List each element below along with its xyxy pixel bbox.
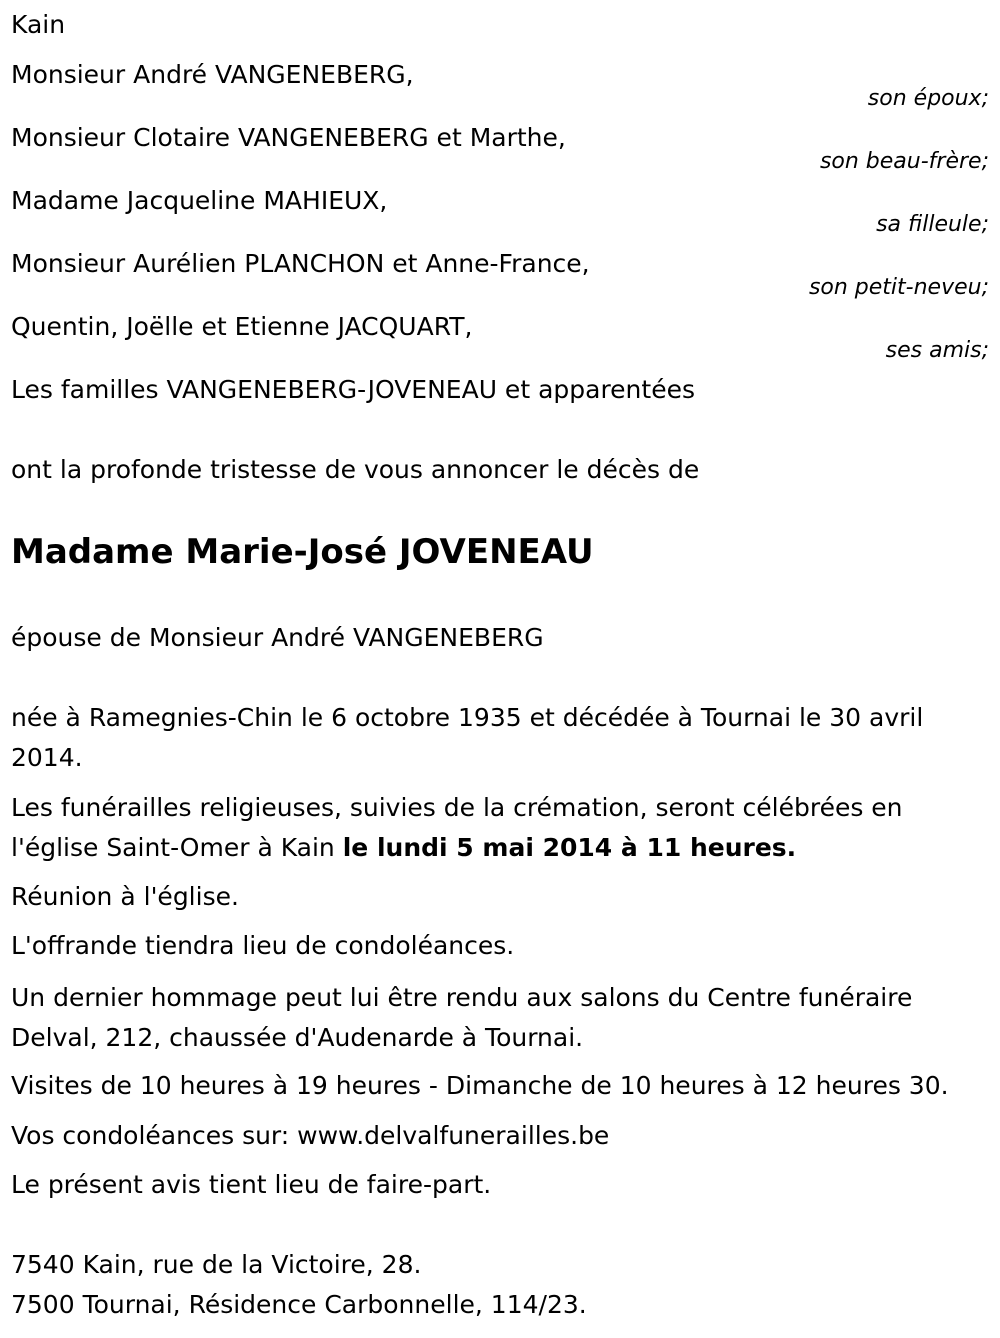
funeral-date: le lundi 5 mai 2014 à 11 heures. xyxy=(342,833,797,862)
visits-line: Visites de 10 heures à 19 heures - Dimanche de 10 heures à 12 heures 30. xyxy=(11,1071,949,1100)
mourner-name: Monsieur Clotaire VANGENEBERG et Marthe, xyxy=(11,123,566,152)
mourner-relation: son époux; xyxy=(867,86,989,111)
offering-line: L'offrande tiendra lieu de condoléances. xyxy=(11,931,515,960)
mourner-name: Monsieur Aurélien PLANCHON et Anne-France, xyxy=(11,249,590,278)
mourner-name: Quentin, Joëlle et Etienne JACQUART, xyxy=(11,312,473,341)
address-line: 7540 Kain, rue de la Victoire, 28. xyxy=(11,1250,422,1279)
tribute-paragraph: Un dernier hommage peut lui être rendu aux salons du Centre funéraire Delval, 212, chaussée d'Audenarde à Tournai. xyxy=(11,983,913,1052)
condolences-label: Vos condoléances sur: xyxy=(11,1121,298,1150)
funeral-text: Les funérailles religieuses, suivies de la crémation, seront célébrées en l'église Saint-Omer à Kain xyxy=(11,793,903,862)
mourner-relation: sa filleule; xyxy=(876,212,989,237)
families-line: Les familles VANGENEBERG-JOVENEAU et apparentées xyxy=(11,375,695,404)
condolences-line xyxy=(11,1121,609,1151)
announcement-line: ont la profonde tristesse de vous annoncer le décès de xyxy=(11,455,700,484)
deceased-name: Madame Marie-José JOVENEAU xyxy=(11,532,594,572)
spouse-line: épouse de Monsieur André VANGENEBERG xyxy=(11,623,544,652)
mourner-relation: son petit-neveu; xyxy=(808,275,989,300)
birth-death-paragraph: née à Ramegnies-Chin le 6 octobre 1935 et décédée à Tournai le 30 avril 2014. xyxy=(11,703,924,772)
condolences-link[interactable]: www.delvalfunerailles.be xyxy=(297,1121,610,1150)
funeral-paragraph xyxy=(11,788,986,868)
mourner-name: Madame Jacqueline MAHIEUX, xyxy=(11,186,388,215)
city-heading: Kain xyxy=(11,10,66,39)
mourner-relation: ses amis; xyxy=(885,338,989,363)
mourner-relation: son beau-frère; xyxy=(819,149,989,174)
address-line: 7500 Tournai, Résidence Carbonnelle, 114/23. xyxy=(11,1290,587,1319)
meeting-line: Réunion à l'église. xyxy=(11,882,239,911)
faire-part-line: Le présent avis tient lieu de faire-part. xyxy=(11,1170,492,1199)
mourner-name: Monsieur André VANGENEBERG, xyxy=(11,60,414,89)
